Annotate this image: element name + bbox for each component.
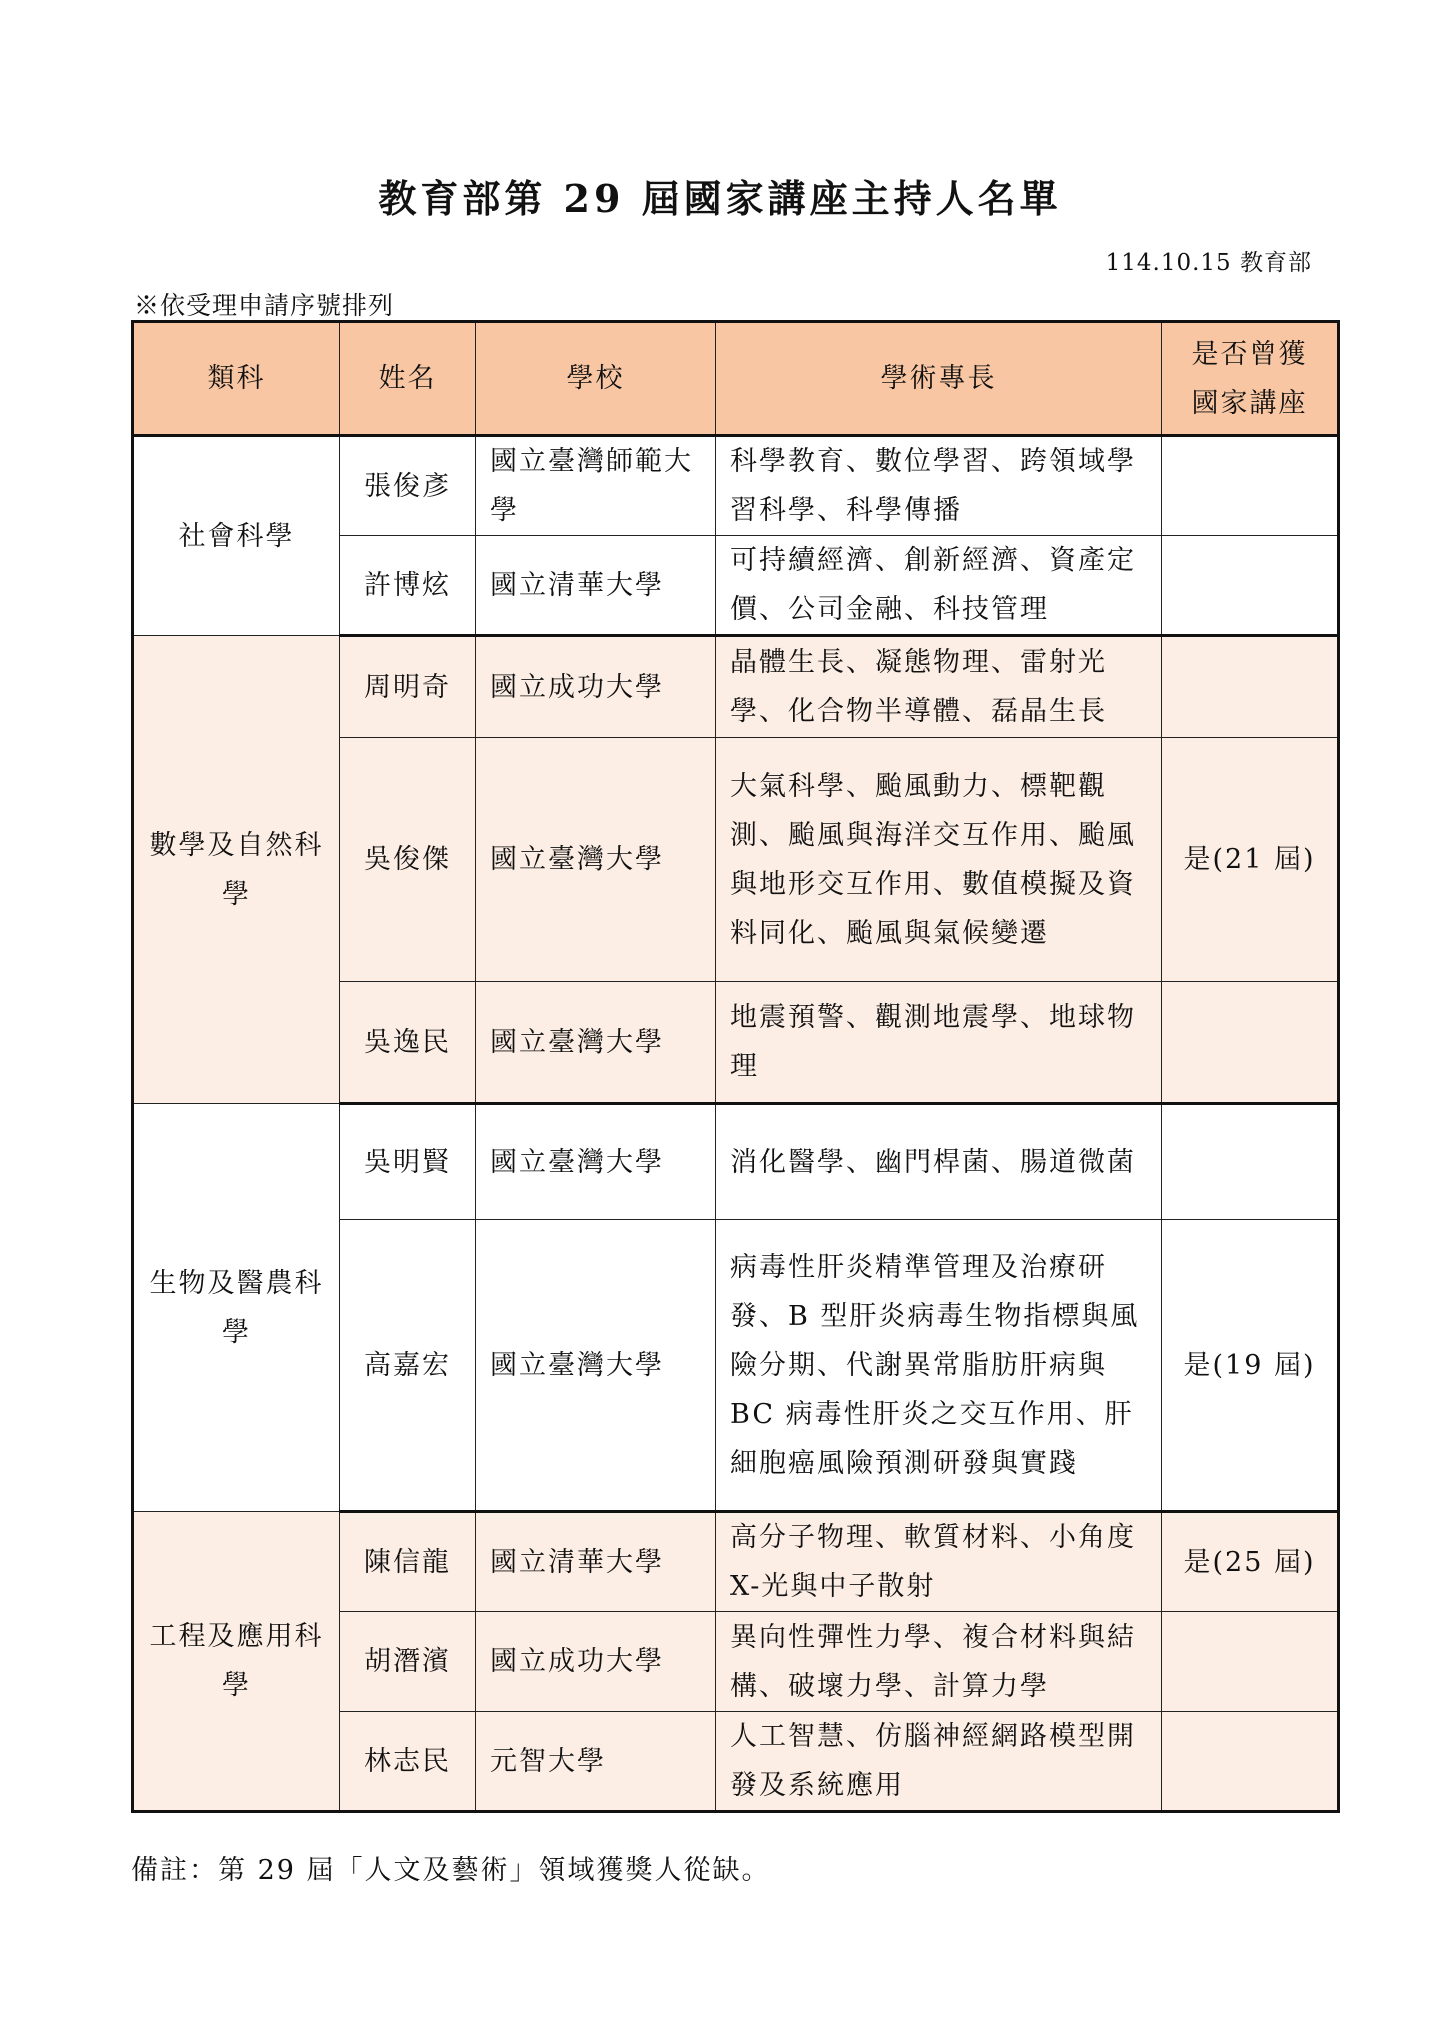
school-cell: 國立臺灣大學 — [476, 738, 716, 982]
award-cell — [1162, 1712, 1339, 1812]
school-cell: 國立成功大學 — [476, 636, 716, 738]
name-cell: 吳明賢 — [340, 1104, 476, 1220]
name-cell: 胡潛濱 — [340, 1612, 476, 1712]
school-cell: 國立臺灣師範大學 — [476, 436, 716, 536]
table-row — [133, 1104, 1339, 1220]
announcement-date: 114.10.15 教育部 — [1105, 250, 1312, 276]
name-cell: 高嘉宏 — [340, 1220, 476, 1512]
header-school: 學校 — [476, 322, 716, 436]
name-cell: 吳逸民 — [340, 982, 476, 1104]
school-cell: 國立臺灣大學 — [476, 1220, 716, 1512]
expertise-cell: 大氣科學、颱風動力、標靶觀測、颱風與海洋交互作用、颱風與地形交互作用、數值模擬及資料同化、颱風與氣候變遷 — [716, 738, 1162, 982]
ordering-note: ※依受理申請序號排列 — [134, 291, 395, 320]
expertise-cell: 消化醫學、幽門桿菌、腸道微菌 — [716, 1104, 1162, 1220]
expertise-cell: 科學教育、數位學習、跨領域學習科學、科學傳播 — [716, 436, 1162, 536]
category-label: 生物及醫農科學 — [149, 1267, 324, 1348]
award-cell — [1162, 1612, 1339, 1712]
expertise-cell: 人工智慧、仿腦神經網路模型開發及系統應用 — [716, 1712, 1162, 1812]
category-label: 工程及應用科學 — [149, 1621, 324, 1701]
expertise-cell: 病毒性肝炎精準管理及治療研發、B 型肝炎病毒生物指標與風險分期、代謝異常脂肪肝病與 BC 病毒性肝炎之交互作用、肝細胞癌風險預測研發與實踐 — [716, 1220, 1162, 1512]
award-cell — [1162, 536, 1339, 636]
school-cell: 元智大學 — [476, 1712, 716, 1812]
header-award — [1162, 322, 1339, 436]
category-cell — [133, 636, 340, 1104]
category-cell — [133, 436, 340, 636]
category-cell — [133, 1512, 340, 1812]
name-cell: 林志民 — [340, 1712, 476, 1812]
expertise-cell: 高分子物理、軟質材料、小角度 X-光與中子散射 — [716, 1512, 1162, 1612]
expertise-cell: 晶體生長、凝態物理、雷射光學、化合物半導體、磊晶生長 — [716, 636, 1162, 738]
school-cell: 國立清華大學 — [476, 536, 716, 636]
name-cell: 張俊彥 — [340, 436, 476, 536]
name-cell: 陳信龍 — [340, 1512, 476, 1612]
award-cell — [1162, 982, 1339, 1104]
name-cell: 吳俊傑 — [340, 738, 476, 982]
header-expertise: 學術專長 — [716, 322, 1162, 436]
footnote-remark: 備註：第 29 屆「人文及藝術」領域獲獎人從缺。 — [131, 1855, 771, 1886]
category-cell — [133, 1104, 340, 1512]
expertise-cell: 異向性彈性力學、複合材料與結構、破壞力學、計算力學 — [716, 1612, 1162, 1712]
table-row — [133, 436, 1339, 536]
award-cell: 是(25 屆) — [1162, 1512, 1339, 1612]
laureate-table — [131, 320, 1340, 1813]
category-label: 社會科學 — [178, 520, 295, 552]
header-name: 姓名 — [340, 322, 476, 436]
table-row — [133, 1512, 1339, 1612]
expertise-cell: 可持續經濟、創新經濟、資產定價、公司金融、科技管理 — [716, 536, 1162, 636]
school-cell: 國立成功大學 — [476, 1612, 716, 1712]
award-cell — [1162, 436, 1339, 536]
header-category: 類科 — [133, 322, 340, 436]
award-cell — [1162, 1104, 1339, 1220]
table-row — [133, 636, 1339, 738]
school-cell: 國立臺灣大學 — [476, 982, 716, 1104]
award-cell: 是(19 屆) — [1162, 1220, 1339, 1512]
school-cell: 國立臺灣大學 — [476, 1104, 716, 1220]
award-cell: 是(21 屆) — [1162, 738, 1339, 982]
expertise-cell: 地震預警、觀測地震學、地球物理 — [716, 982, 1162, 1104]
award-cell — [1162, 636, 1339, 738]
name-cell: 周明奇 — [340, 636, 476, 738]
header-award-line2: 國家講座 — [1191, 387, 1308, 419]
header-award-line1: 是否曾獲 — [1191, 338, 1308, 370]
category-label: 數學及自然科學 — [149, 829, 324, 910]
school-cell: 國立清華大學 — [476, 1512, 716, 1612]
name-cell: 許博炫 — [340, 536, 476, 636]
page-title: 教育部第 29 屆國家講座主持人名單 — [378, 176, 1062, 221]
